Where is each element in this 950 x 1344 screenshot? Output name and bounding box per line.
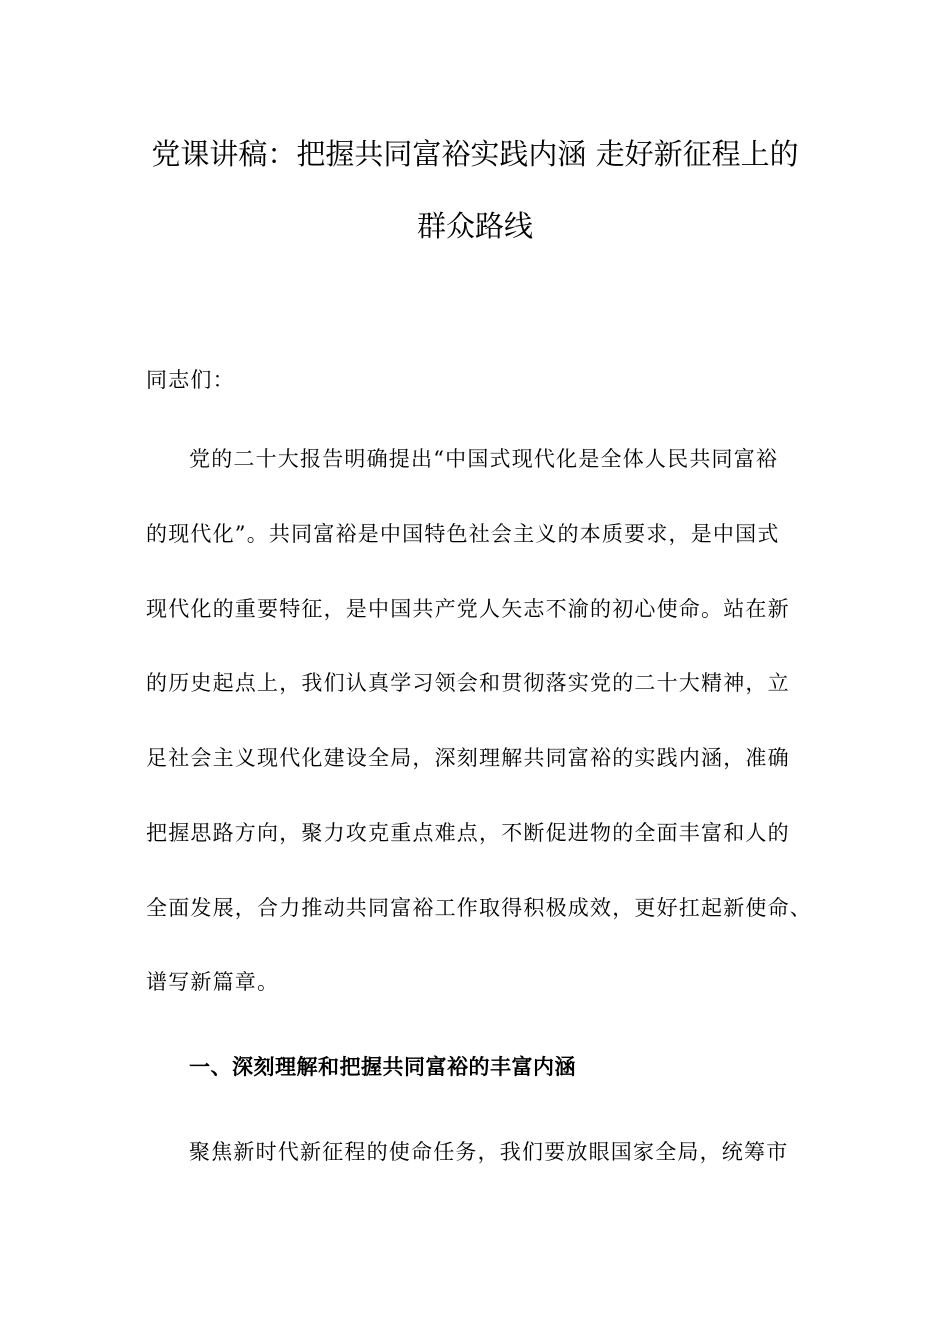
paragraph-1-line-5: 足社会主义现代化建设全局，深刻理解共同富裕的实践内涵，准确 <box>146 746 790 770</box>
section-1-heading: 一、深刻理解和把握共同富裕的丰富内涵 <box>189 1055 576 1079</box>
paragraph-1-line-3: 现代化的重要特征，是中国共产党人矢志不渝的初心使命。站在新 <box>146 597 790 621</box>
document-title-line-1: 党课讲稿：把握共同富裕实践内涵 走好新征程上的 <box>151 137 799 171</box>
paragraph-1-line-6: 把握思路方向，聚力攻克重点难点，不断促进物的全面丰富和人的 <box>146 821 790 845</box>
paragraph-1-line-1: 党的二十大报告明确提出“中国式现代化是全体人民共同富裕 <box>189 447 779 471</box>
paragraph-2-line-1: 聚焦新时代新征程的使命任务，我们要放眼国家全局，统筹市 <box>189 1140 789 1164</box>
paragraph-1-line-7: 全面发展，合力推动共同富裕工作取得积极成效，更好扛起新使命、 <box>146 896 812 920</box>
paragraph-1-line-2: 的现代化”。共同富裕是中国特色社会主义的本质要求，是中国式 <box>146 522 780 546</box>
paragraph-1-line-4: 的历史起点上，我们认真学习领会和贯彻落实党的二十大精神，立 <box>146 671 790 695</box>
paragraph-1-line-8: 谱写新篇章。 <box>146 970 280 994</box>
salutation: 同志们： <box>146 368 235 392</box>
document-title-line-2: 群众路线 <box>416 209 533 243</box>
